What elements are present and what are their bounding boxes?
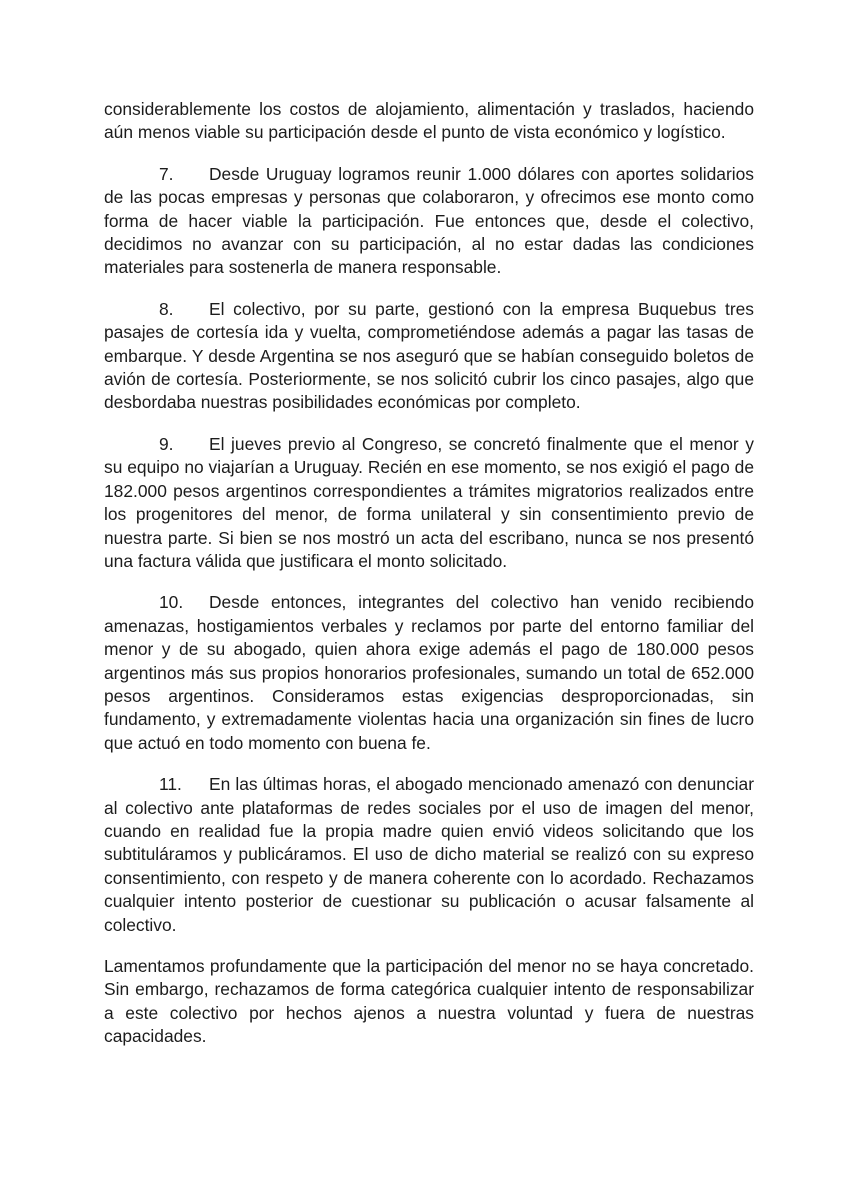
paragraph-7 — [104, 163, 754, 280]
paragraph-8 — [104, 298, 754, 415]
paragraph-number: 11. — [159, 774, 182, 795]
paragraph-10 — [104, 591, 754, 755]
continuation-paragraph: considerablemente los costos de alojamiento, alimentación y traslados, haciendo aún menos viable su participación desde el punto de vista económico y logístico. — [104, 99, 754, 143]
paragraph-text: El colectivo, por su parte, gestionó con la empresa Buquebus tres pasajes de cortesía ida y vuelta, comprometiéndose además a pagar las tasas de embarque. Y desde Argentina se nos aseguró que se habían conseguido boletos de avión de cortesía. Posteriormente, se nos solicitó cubrir los cinco pasajes, algo que desbordaba nuestras posibilidades económicas por completo. — [104, 298, 754, 413]
paragraph-text: Desde entonces, integrantes del colectivo han venido recibiendo amenazas, hostigamientos verbales y reclamos por parte del entorno familiar del menor y de su abogado, quien ahora exige además el pago de 180.000 pesos argentinos más sus propios honorarios profesionales, sumando un total de 652.000 pesos argentinos. Consideramos estas exigencias desproporcionadas, sin fundamento, y extremadamente violentas hacia una organización sin fines de lucro que actuó en todo momento con buena fe. — [104, 592, 754, 753]
paragraph-text: En las últimas horas, el abogado mencionado amenazó con denunciar al colectivo ante plataformas de redes sociales por el uso de imagen del menor, cuando en realidad fue la propia madre quien envió videos solicitando que los subtituláramos y publicáramos. El uso de dicho material se realizó con su expreso consentimiento, con respeto y de manera coherente con lo acordado. Rechazamos cualquier intento posterior de cuestionar su publicación o acusar falsamente al colectivo. — [104, 774, 754, 935]
paragraph-11 — [104, 773, 754, 937]
paragraph-number: 8. — [159, 298, 174, 319]
paragraph-number: 7. — [159, 163, 174, 184]
paragraph-text: Desde Uruguay logramos reunir 1.000 dólares con aportes solidarios de las pocas empresas y personas que colaboraron, y ofrecimos ese monto como forma de hacer viable la participación. Fue entonces que, desde el colectivo, decidimos no avanzar con su participación, al no estar dadas las condiciones materiales para sostenerla de manera responsable. — [104, 163, 754, 278]
paragraph-number: 10. — [159, 592, 184, 613]
paragraph-9 — [104, 433, 754, 573]
paragraph-number: 9. — [159, 433, 174, 454]
paragraph-text: El jueves previo al Congreso, se concretó finalmente que el menor y su equipo no viajarían a Uruguay. Recién en ese momento, se nos exigió el pago de 182.000 pesos argentinos correspondientes a trámites migratorios realizados entre los progenitores del menor, de forma unilateral y sin consentimiento previo de nuestra parte. Si bien se nos mostró un acta del escribano, nunca se nos presentó una factura válida que justificara el monto solicitado. — [104, 433, 754, 571]
document-body — [104, 98, 754, 1067]
closing-paragraph: Lamentamos profundamente que la participación del menor no se haya concretado. Sin embargo, rechazamos de forma categórica cualquier intento de responsabilizar a este colectivo por hechos ajenos a nuestra voluntad y fuera de nuestras capacidades. — [104, 956, 754, 1047]
